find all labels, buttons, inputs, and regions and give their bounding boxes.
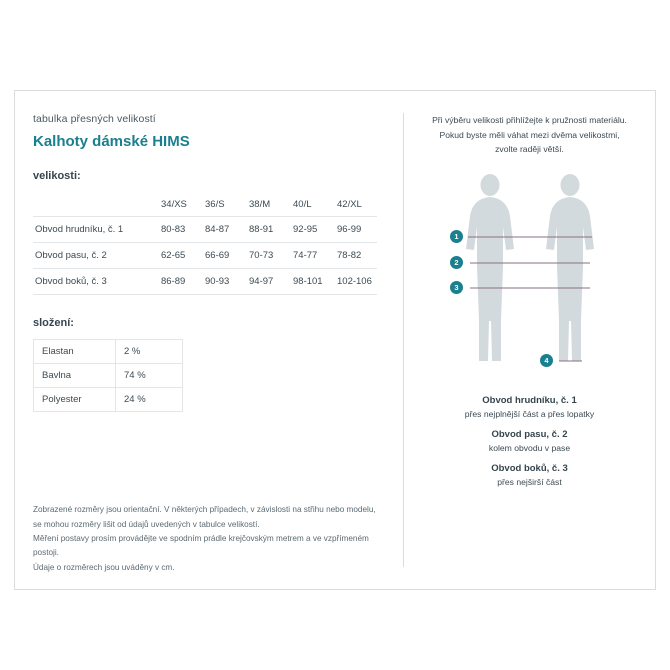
material-name: Polyester — [34, 388, 116, 412]
measurement-title: Obvod pasu, č. 2 — [491, 428, 568, 440]
column-header: 40/L — [289, 192, 333, 217]
footnote-line: Údaje o rozměrech jsou uváděny v cm. — [33, 562, 175, 572]
cell-value: 62-65 — [157, 243, 201, 269]
column-header: 34/XS — [157, 192, 201, 217]
row-label: Obvod pasu, č. 2 — [33, 243, 157, 269]
footnote-line: se mohou rozměry lišit od údajů uvedených v tabulce velikostí. — [33, 519, 260, 529]
back-figure-icon — [546, 174, 594, 361]
badge-2: 2 — [450, 256, 463, 269]
measurement-description: kolem obvodu v pase — [488, 442, 571, 453]
sizes-label: velikosti: — [33, 170, 81, 182]
measurement-title: Obvod hrudníku, č. 1 — [482, 394, 577, 406]
measurement-description: přes nejširší část — [497, 476, 562, 487]
table-row — [34, 340, 183, 364]
footnote-line: Měření postavy prosím provádějte ve spodním prádle krejčovským metrem a ve vzpřímeném postoji. — [33, 533, 369, 558]
badge-4: 4 — [540, 354, 553, 367]
cell-value: 102-106 — [333, 269, 377, 295]
cell-value: 78-82 — [333, 243, 377, 269]
cell-value: 86-89 — [157, 269, 201, 295]
measurement-description: přes nejplnější část a přes lopatky — [464, 408, 595, 419]
front-figure-icon — [466, 174, 514, 361]
document-subtitle: tabulka přesných velikostí — [33, 113, 156, 125]
column-header: 38/M — [245, 192, 289, 217]
cell-value: 92-95 — [289, 217, 333, 243]
measurement-item — [418, 463, 641, 487]
cell-value: 66-69 — [201, 243, 245, 269]
footnote-line: Zobrazené rozměry jsou orientační. V některých případech, v závislosti na střihu nebo modelu, — [33, 505, 376, 515]
composition-label: složení: — [33, 317, 74, 329]
table-row — [33, 269, 377, 295]
page-title: Kalhoty dámské HIMS — [33, 133, 190, 150]
left-panel — [15, 91, 403, 589]
footnote — [33, 503, 385, 575]
row-label: Obvod boků, č. 3 — [33, 269, 157, 295]
intro-line: Pokud byste měli váhat mezi dvěma velikostmi, — [439, 129, 620, 140]
cell-value: 96-99 — [333, 217, 377, 243]
intro-text — [418, 113, 641, 157]
material-name: Elastan — [34, 340, 116, 364]
material-percent: 24 % — [116, 388, 183, 412]
table-row — [33, 217, 377, 243]
measurement-item — [418, 429, 641, 453]
badge-3: 3 — [450, 281, 463, 294]
cell-value: 80-83 — [157, 217, 201, 243]
cell-value: 90-93 — [201, 269, 245, 295]
table-row — [34, 364, 183, 388]
cell-value: 98-101 — [289, 269, 333, 295]
size-chart-sheet — [14, 90, 656, 590]
table-row — [33, 243, 377, 269]
material-percent: 74 % — [116, 364, 183, 388]
table-corner-cell — [33, 192, 157, 217]
body-figures-illustration — [430, 171, 630, 376]
intro-line: zvolte raději větší. — [495, 144, 564, 155]
material-name: Bavlna — [34, 364, 116, 388]
cell-value: 94-97 — [245, 269, 289, 295]
cell-value: 84-87 — [201, 217, 245, 243]
composition-table — [33, 339, 183, 412]
material-percent: 2 % — [116, 340, 183, 364]
row-label: Obvod hrudníku, č. 1 — [33, 217, 157, 243]
measurement-title: Obvod boků, č. 3 — [491, 462, 568, 474]
measurement-figure — [418, 171, 641, 381]
measurement-item — [418, 395, 641, 419]
right-panel — [404, 91, 655, 589]
cell-value: 88-91 — [245, 217, 289, 243]
table-header-row — [33, 192, 377, 217]
cell-value: 70-73 — [245, 243, 289, 269]
size-table — [33, 192, 377, 295]
badge-1: 1 — [450, 230, 463, 243]
column-header: 42/XL — [333, 192, 377, 217]
table-row — [34, 388, 183, 412]
cell-value: 74-77 — [289, 243, 333, 269]
column-header: 36/S — [201, 192, 245, 217]
intro-line: Při výběru velikosti přihlížejte k pružnosti materiálu. — [432, 115, 627, 125]
